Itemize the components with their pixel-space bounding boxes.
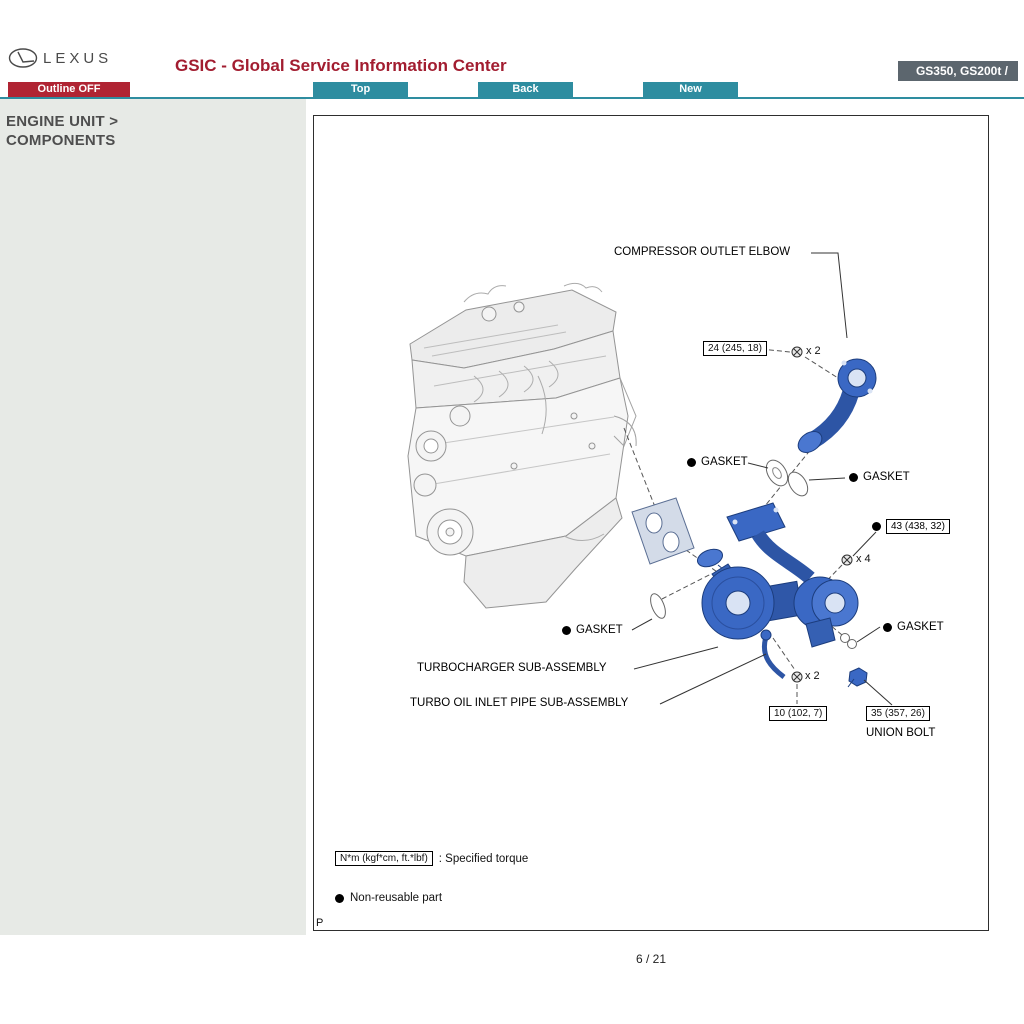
page-indicator: 6 / 21: [635, 952, 667, 966]
label-compressor-outlet-elbow: [614, 246, 790, 258]
sidebar: [0, 99, 306, 935]
label-text: UNION BOLT: [866, 727, 936, 739]
non-reusable-dot-icon: [562, 626, 571, 635]
brand-text: LEXUS: [43, 49, 113, 67]
legend-non-reusable-text: Non-reusable part: [350, 892, 443, 904]
label-gasket-4: [883, 621, 944, 633]
label-gasket-3: [562, 624, 623, 636]
bolt-icon: [842, 555, 852, 565]
outline-off-button[interactable]: Outline OFF: [8, 82, 130, 97]
label-text: GASKET: [897, 621, 944, 633]
top-button[interactable]: Top: [313, 82, 408, 97]
turbocharger-part: [695, 503, 858, 677]
torque-spec-turbo: [872, 519, 950, 534]
quantity-turbo-bolts: x 4: [856, 553, 871, 565]
label-union-bolt: [866, 727, 935, 739]
breadcrumb-line2: COMPONENTS: [6, 131, 116, 149]
lexus-logo: [8, 48, 112, 68]
non-reusable-dot-icon: [872, 522, 881, 531]
legend-torque: [335, 851, 528, 866]
label-text: GASKET: [863, 471, 910, 483]
non-reusable-dot-icon: [687, 458, 696, 467]
quantity-oil-pipe-bolts: x 2: [805, 670, 820, 682]
non-reusable-dot-icon: [849, 473, 858, 482]
label-turbo-oil-inlet-pipe: [410, 697, 628, 709]
new-button[interactable]: New: [643, 82, 738, 97]
bolt-icon: [792, 672, 802, 682]
union-bolt-part: [848, 668, 867, 687]
label-gasket-1: [687, 456, 748, 468]
legend-torque-unit: N*m (kgf*cm, ft.*lbf): [335, 851, 433, 866]
breadcrumb: [6, 113, 300, 151]
legend-non-reusable: [335, 892, 442, 904]
corner-mark: P: [316, 917, 324, 929]
label-text: GASKET: [701, 456, 748, 468]
legend-torque-desc: : Specified torque: [438, 852, 529, 865]
torque-spec-union-bolt: 35 (357, 26): [866, 706, 930, 721]
label-turbocharger: [417, 662, 607, 674]
non-reusable-dot-icon: [335, 894, 344, 903]
label-text: COMPRESSOR OUTLET ELBOW: [614, 246, 791, 258]
label-gasket-2: [849, 471, 910, 483]
breadcrumb-line1: ENGINE UNIT >: [6, 113, 119, 130]
non-reusable-dot-icon: [883, 623, 892, 632]
gasket-plate-part: [632, 498, 694, 564]
torque-value: 43 (438, 32): [886, 519, 950, 534]
bolt-icon: [792, 347, 802, 357]
engine-line-art: [408, 283, 636, 608]
torque-spec-oil-pipe: 10 (102, 7): [769, 706, 827, 721]
label-text: GASKET: [576, 624, 623, 636]
torque-spec-elbow: 24 (245, 18): [703, 341, 767, 356]
page-title: GSIC - Global Service Information Center: [175, 56, 507, 75]
compressor-elbow-part: [794, 359, 876, 457]
components-diagram: [313, 115, 989, 931]
vehicle-model-badge: GS350, GS200t /: [898, 61, 1018, 81]
lexus-logo-mark: [8, 48, 38, 68]
label-text: TURBOCHARGER SUB-ASSEMBLY: [417, 662, 607, 674]
back-button[interactable]: Back: [478, 82, 573, 97]
quantity-elbow-bolts: x 2: [806, 345, 821, 357]
label-text: TURBO OIL INLET PIPE SUB-ASSEMBLY: [410, 697, 629, 709]
